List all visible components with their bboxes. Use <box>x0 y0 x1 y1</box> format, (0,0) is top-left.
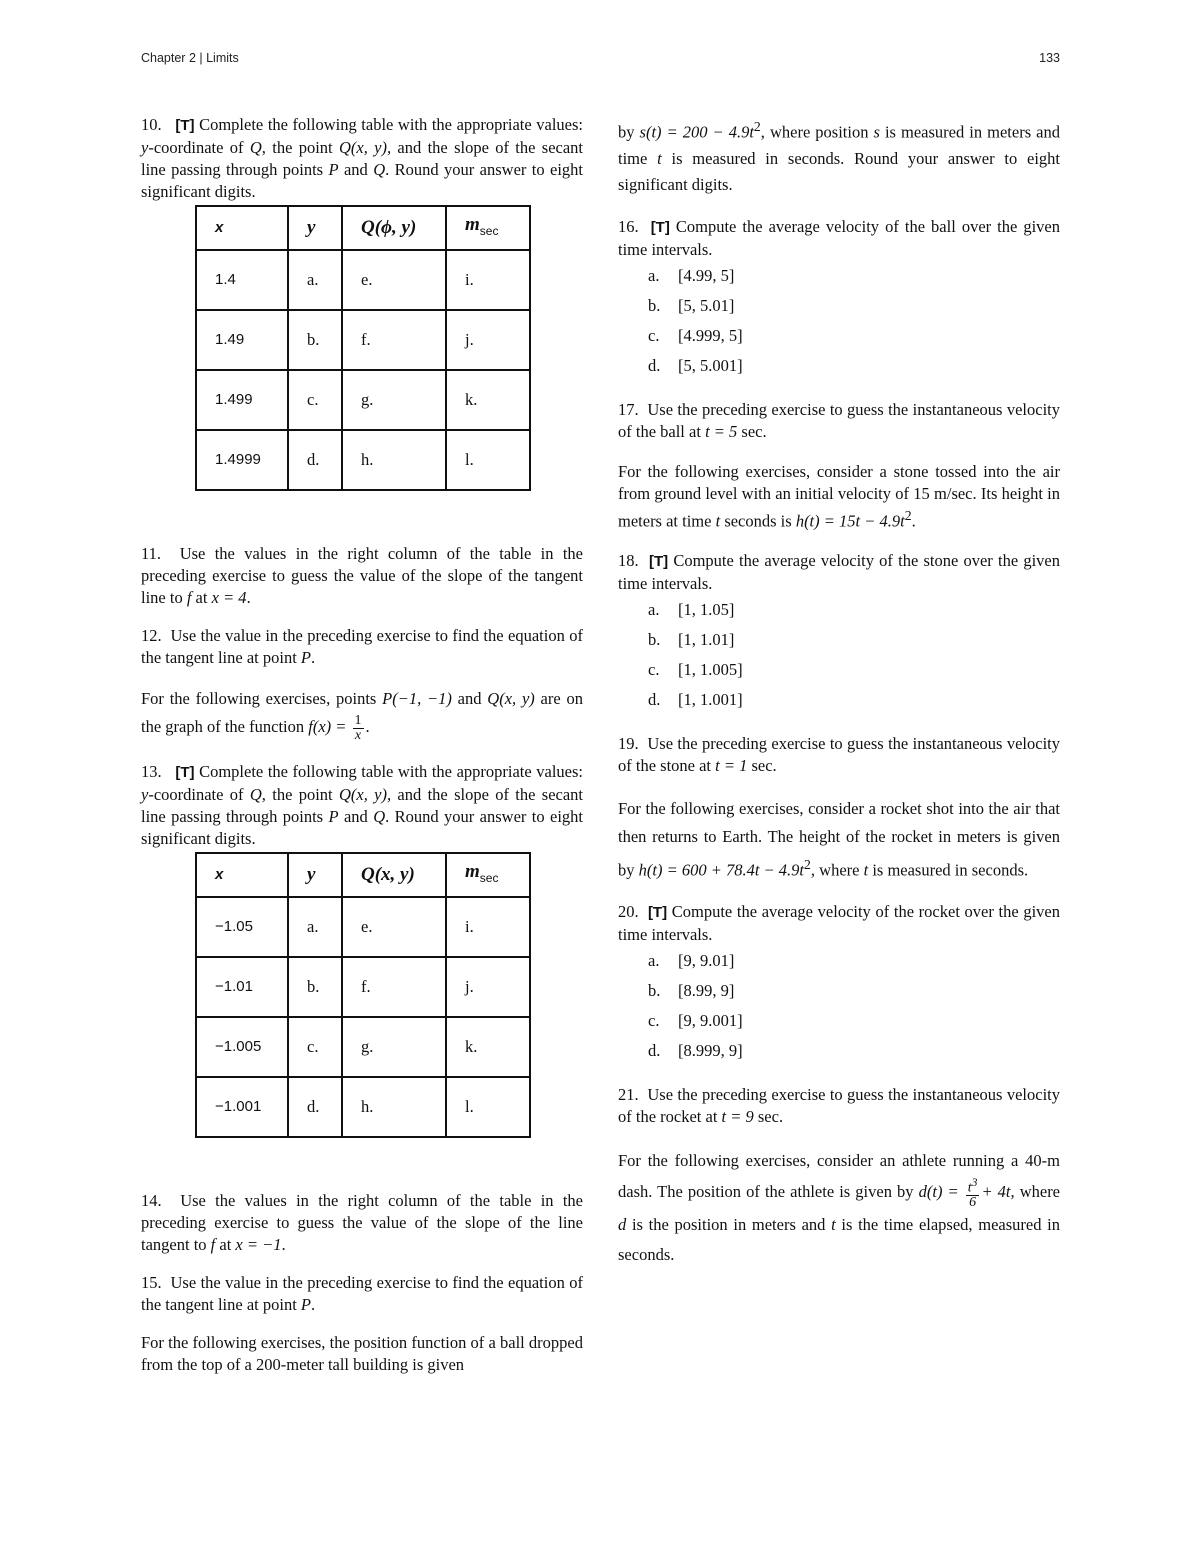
list-item: b. [5, 5.01] <box>648 295 735 315</box>
exercise-12: 12. Use the value in the preceding exercise to find the equation of the tangent line at point P. <box>141 626 584 667</box>
table-row: 1.499 c. g. k. <box>196 370 530 430</box>
table-row: 1.49 b. f. j. <box>196 310 530 370</box>
list-item: c. [4.999, 5] <box>648 325 743 345</box>
table-row: −1.05 a. e. i. <box>196 897 530 957</box>
list-item: b. [1, 1.01] <box>648 630 735 649</box>
list-item: a. [4.99, 5] <box>648 265 735 285</box>
list-item: b. [8.99, 9] <box>648 980 735 1000</box>
exercise-18: 18. [T] Compute the average velocity of the stone over the given time intervals. <box>618 551 1060 593</box>
col-header-msec: $m_{sec}$ <box>446 853 530 897</box>
col-header-x: x <box>196 206 288 250</box>
exercise-16-options <box>618 263 1060 383</box>
chapter-header: Chapter 2 | Limits <box>141 51 239 65</box>
col-header-x: x <box>196 853 288 897</box>
list-item: c. [1, 1.005] <box>648 660 743 679</box>
exercise-18-options <box>618 597 1060 717</box>
intro-rocket: For the following exercises, consider a rocket shot into the air that then returns to Earth. The height of the rocket in meters is given by $h(t) = 600 + 78.4t - 4.9t^2$, where t is measured in seconds. <box>618 799 1060 880</box>
list-item: c. [9, 9.001] <box>648 1010 743 1030</box>
page-number: 133 <box>1039 51 1060 65</box>
intro-athlete: For the following exercises, consider an athlete running a 40-m dash. The position of the athlete is given by d(t) = $\frac{t^3}{6}$ + 4t, where d is the position in meters and t is the time elapsed, measured in seconds. <box>618 1150 1061 1265</box>
list-item: d. [1, 1.001] <box>648 690 743 709</box>
exercise-20-options <box>618 948 1060 1068</box>
table-row: −1.001 d. h. l. <box>196 1077 530 1137</box>
col-header-y: y <box>288 853 342 897</box>
left-column <box>141 114 583 1376</box>
exercise-16: 16. [T] Compute the average velocity of the ball over the given time intervals. <box>618 216 1061 259</box>
col-header-q: Q(ϕ, y) <box>342 206 446 250</box>
table-header-row <box>196 206 530 250</box>
col-header-y: y <box>288 206 342 250</box>
exercise-13: 13. [T] Complete the following table with the appropriate values: y-coordinate of Q, the point Q(x, y), and the slope of the secant line passing through points P and Q. Round your answer to eight significant digits. <box>141 761 584 848</box>
exercise-15: 15. Use the value in the preceding exercise to find the equation of the tangent line at point P. <box>141 1272 584 1314</box>
intro-points-function: For the following exercises, points P(−1, −1) and Q(x, y) are on the graph of the function f(x) = $\frac{1}{x}$ . <box>141 689 583 743</box>
list-item: d. [5, 5.001] <box>648 355 743 375</box>
intro-ball: For the following exercises, the position function of a ball dropped from the top of a 200-meter tall building is given <box>141 1332 583 1374</box>
exercise-10: 10. [T] Complete the following table with the appropriate values: y-coordinate of Q, the point Q(x, y), and the slope of the secant line passing through points P and Q. Round your answer to eight significant digits. <box>141 115 584 201</box>
secant-table-2 <box>195 852 531 1138</box>
col-header-msec: $m_{sec}$ <box>446 206 530 250</box>
table-row: −1.005 c. g. k. <box>196 1017 530 1077</box>
table-row: 1.4999 d. h. l. <box>196 430 530 490</box>
exercise-20: 20. [T] Compute the average velocity of the rocket over the given time intervals. <box>618 901 1060 944</box>
list-item: d. [8.999, 9] <box>648 1040 743 1060</box>
right-column <box>618 114 1060 1270</box>
exercise-21: 21. Use the preceding exercise to guess the instantaneous velocity of the rocket at t = 9 sec. <box>618 1084 1060 1126</box>
intro-stone: For the following exercises, consider a stone tossed into the air from ground level with an initial velocity of 15 m/sec. Its height in meters at time t seconds is $h(t) = 15t - 4.9t^2$. <box>618 461 1060 530</box>
exercise-17: 17. Use the preceding exercise to guess the instantaneous velocity of the ball at t = 5 sec. <box>618 399 1060 441</box>
table-row: 1.4 a. e. i. <box>196 250 530 310</box>
fraction-t3-over-6: $\frac{t^3}{6}$ <box>967 1175 978 1211</box>
secant-table-1 <box>195 205 531 491</box>
list-item: a. [1, 1.05] <box>648 600 735 619</box>
col-header-q: Q(x, y) <box>342 853 446 897</box>
intro-ball-continued: by $s(t) = 200 - 4.9t^2$, where position s is measured in meters and time t is measured in seconds. Round your answer to eight significant digits. <box>618 119 1061 194</box>
table-row: −1.01 b. f. j. <box>196 957 530 1017</box>
exercise-11: 11. Use the values in the right column of the table in the preceding exercise to guess the value of the slope of the tangent line to f at x = 4. <box>141 544 584 607</box>
fraction-1-over-x: $\frac{1}{x}$ <box>354 712 362 743</box>
exercise-19: 19. Use the preceding exercise to guess the instantaneous velocity of the stone at t = 1 sec. <box>618 734 1060 775</box>
exercise-14: 14. Use the values in the right column of the table in the preceding exercise to guess the value of the slope of the line tangent to f at x = −1. <box>141 1190 584 1254</box>
list-item: a. [9, 9.01] <box>648 950 735 970</box>
table-header-row <box>196 853 530 897</box>
